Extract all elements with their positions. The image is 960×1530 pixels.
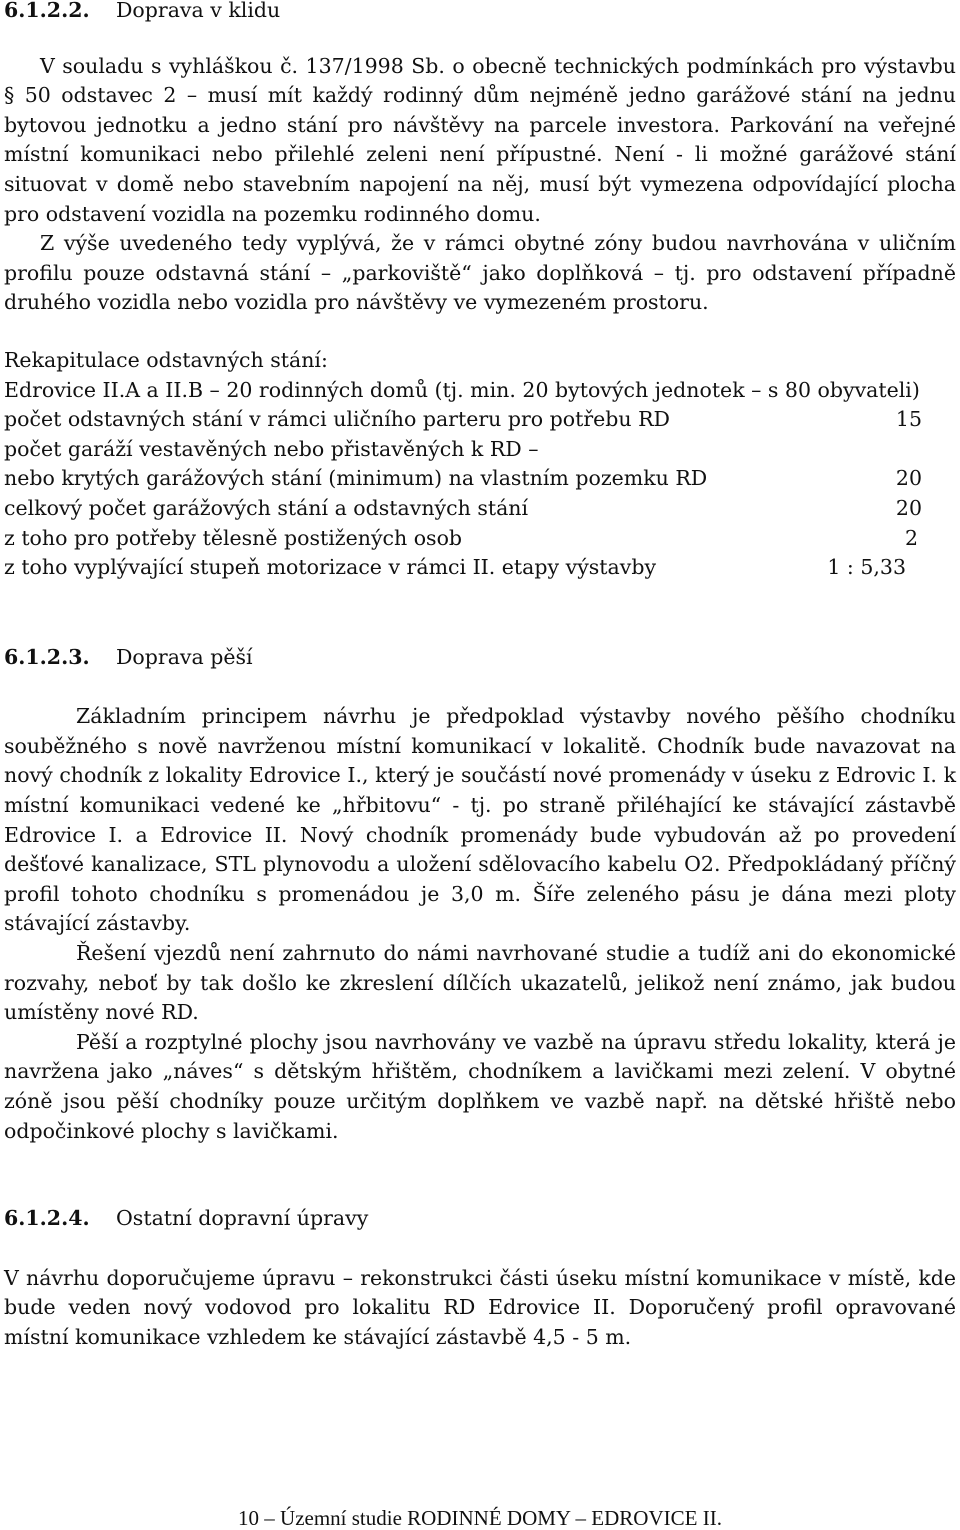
section-number: 6.1.2.4. — [4, 1206, 90, 1231]
page-footer: 10 – Územní studie RODINNÉ DOMY – EDROVICE II. — [238, 1506, 722, 1530]
paragraph-regulation: V souladu s vyhláškou č. 137/1998 Sb. o obecně technických podmínkách pro výstavbu § 50 odstavec 2 – musí mít každý rodinný dům nejméně jedno garážové stání na jednu bytovou jednotku a jedno stání pro návštěvy na parcele investora. Parkování na veřejné místní komunikaci nebo přilehlé zeleni není přípustné. Není - li možné garážové stání situovat v domě nebo stavebním napojení na něj, musí být vymezena odpovídající plocha pro odstavení vozidla na pozemku rodinného domu. — [4, 53, 956, 226]
recap-label: z toho vyplývající stupeň motorizace v rámci II. etapy výstavby — [4, 555, 657, 580]
section-title: Ostatní dopravní úpravy — [116, 1206, 369, 1231]
recap-label: z toho pro potřeby tělesně postižených osob — [4, 525, 463, 550]
section-heading-doprava-pesi — [4, 643, 956, 673]
recap-title: Rekapitulace odstavných stání: — [4, 347, 328, 372]
paragraph-driveways: Řešení vjezdů není zahrnuto do námi navrhované studie a tudíž ani do ekonomické rozvahy, neboť by tak došlo ke zkreslení dílčích ukazatelů, jelikož není známo, jak budou umístěny nové RD. — [4, 941, 956, 1025]
section-title: Doprava pěší — [116, 644, 253, 669]
recap-row — [4, 494, 922, 524]
recap-value: 15 — [895, 407, 922, 432]
section-heading-doprava-v-klidu — [4, 0, 956, 26]
section-number: 6.1.2.2. — [4, 0, 90, 22]
recap-value: 20 — [895, 495, 922, 520]
recap-label: celkový počet garážových stání a odstavných stání — [4, 495, 529, 520]
paragraph-pedestrian-principle: Základním principem návrhu je předpoklad výstavby nového pěšího chodníku souběžného s nově navrženou místní komunikací v lokalitě. Chodník bude navazovat na nový chodník z lokality Edrovice I., který je součástí nové promenády v úseku z Edrovic I. k místní komunikaci vedené ke „hřbitovu“ - tj. po straně přiléhající ke stávající zástavbě Edrovice I. a Edrovice II. Nový chodník promenády bude vybudován až po provedení dešťové kanalizace, STL plynovodu a uložení sdělovacího kabelu O2. Předpokládaný příčný profil tohoto chodníku s promenádou je 3,0 m. Šíře zeleného pásu je dána mezi ploty stávající zástavby. — [4, 704, 956, 936]
section-number: 6.1.2.3. — [4, 644, 90, 669]
recap-row — [4, 524, 918, 554]
recap-row — [4, 435, 922, 465]
recap-row — [4, 553, 906, 583]
recap-row — [4, 464, 922, 494]
document-page — [4, 0, 956, 1353]
paragraph-parking-conclusion: Z výše uvedeného tedy vyplývá, že v rámci obytné zóny budou navrhována v uličním profilu pouze odstavná stání – „parkoviště“ jako doplňková – tj. pro odstavení případně druhého vozidla nebo vozidla pro návštěvy ve vymezeném prostoru. — [4, 231, 956, 315]
recap-value: 1 : 5,33 — [827, 555, 906, 580]
recap-label: počet garáží vestavěných nebo přistavěných k RD – — [4, 436, 539, 461]
section-title: Doprava v klidu — [116, 0, 281, 22]
paragraph-pedestrian-areas: Pěší a rozptylné plochy jsou navrhovány ve vazbě na úpravu středu lokality, která je navržena jako „náves“ s dětským hřištěm, chodníkem a lavičkami mezi zelení. V obytné zóně jsou pěší chodníky pouze určitým doplňkem ve vazbě např. na dětské hřiště nebo odpočinkové plochy s lavičkami. — [4, 1029, 956, 1143]
recap-list — [4, 405, 956, 583]
recap-value: 20 — [895, 466, 922, 491]
recap-label: počet odstavných stání v rámci uličního parteru pro potřebu RD — [4, 407, 670, 432]
recap-subtitle: Edrovice II.A a II.B – 20 rodinných domů (tj. min. 20 bytových jednotek – s 80 obyvateli) — [4, 377, 920, 402]
recap-value: 2 — [904, 525, 918, 550]
recap-label: nebo krytých garážových stání (minimum) na vlastním pozemku RD — [4, 466, 708, 491]
paragraph-other-adjustments: V návrhu doporučujeme úpravu – rekonstrukci části úseku místní komunikace v místě, kde bude veden nový vodovod pro lokalitu RD Edrovice II. Doporučený profil opravované místní komunikace vzhledem ke stávající zástavbě 4,5 - 5 m. — [4, 1265, 956, 1349]
recap-row — [4, 405, 922, 435]
section-heading-ostatni-upravy — [4, 1204, 956, 1234]
